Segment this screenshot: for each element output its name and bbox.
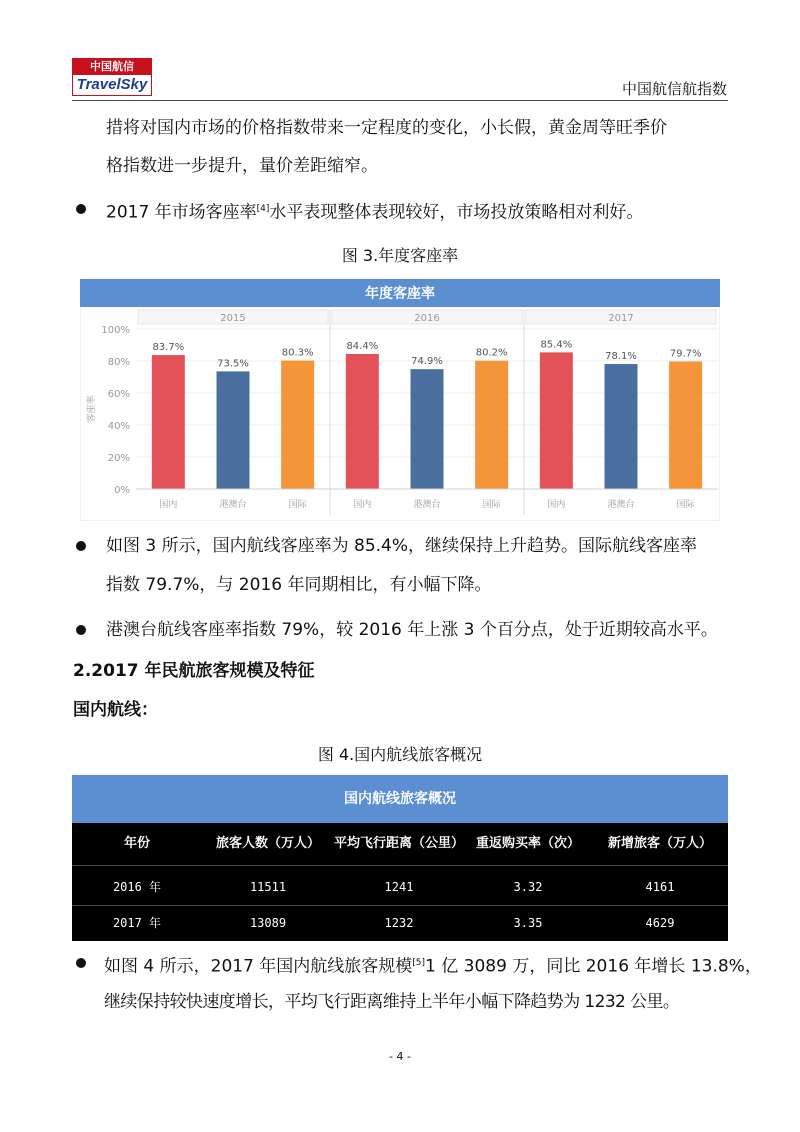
table-cell: 3.32 bbox=[513, 880, 543, 894]
chart-year-label: 2017 bbox=[608, 313, 634, 324]
chart-bar bbox=[411, 369, 444, 489]
chart-x-tick-label: 国内 bbox=[159, 500, 178, 510]
paragraph-5-line-2: 继续保持较快速度增长，平均飞行距离维持上半年小幅下降趋势为 1232 公里。 bbox=[104, 992, 680, 1012]
paragraph-2-pre: 2017 年市场客座率 bbox=[106, 202, 257, 223]
chart-y-tick-label: 20% bbox=[107, 453, 130, 464]
travelsky-logo bbox=[72, 58, 152, 96]
chart-y-tick-label: 100% bbox=[101, 325, 130, 336]
paragraph-5-line-1 bbox=[104, 952, 762, 978]
bullet-icon bbox=[76, 625, 86, 635]
chart-x-tick-label: 港澳台 bbox=[219, 500, 247, 510]
figure-4-caption: 图 4.国内航线旅客概况 bbox=[317, 745, 483, 764]
table-header-cell: 旅客人数（万人） bbox=[215, 836, 320, 851]
logo-cn-text: 中国航信 bbox=[73, 59, 151, 75]
chart-y-tick-label: 0% bbox=[114, 485, 130, 496]
chart-data-label: 78.1% bbox=[605, 351, 637, 363]
header-divider bbox=[72, 100, 728, 101]
table-header-cell: 年份 bbox=[123, 836, 150, 851]
table-header-cell: 新增旅客（万人） bbox=[607, 836, 712, 851]
footnote-ref-4[interactable]: [4] bbox=[256, 204, 270, 214]
chart-x-tick-label: 国内 bbox=[547, 500, 566, 510]
table-divider bbox=[72, 865, 728, 866]
page-number: - 4 - bbox=[389, 1050, 411, 1063]
paragraph-2 bbox=[106, 198, 643, 224]
table-cell: 4161 bbox=[645, 880, 675, 894]
table-cell: 2016 年 bbox=[112, 880, 162, 894]
table-cell: 1241 bbox=[384, 880, 414, 894]
chart-data-label: 73.5% bbox=[217, 358, 249, 370]
table-header-cell: 重返购买率（次） bbox=[475, 836, 580, 851]
table-cell: 4629 bbox=[645, 916, 675, 930]
chart-data-label: 85.4% bbox=[540, 339, 573, 351]
paragraph-4: 港澳台航线客座率指数 79%，较 2016 年上涨 3 个百分点，处于近期较高水平。 bbox=[106, 620, 718, 640]
chart-bar bbox=[540, 352, 573, 489]
paragraph-1-line-2: 格指数进一步提升，量价差距缩窄。 bbox=[106, 156, 378, 176]
sub-title: 国内航线： bbox=[73, 700, 158, 720]
paragraph-3-line-2: 指数 79.7%，与 2016 年同期相比，有小幅下降。 bbox=[106, 575, 492, 595]
chart-bar bbox=[346, 354, 379, 489]
header-title: 中国航信航指数 bbox=[621, 80, 727, 98]
chart-y-axis-label: 客座率 bbox=[87, 395, 97, 423]
chart-x-tick-label: 国际 bbox=[288, 500, 307, 510]
chart-bar bbox=[605, 364, 638, 489]
chart-bar bbox=[281, 361, 314, 489]
section-title: 2.2017 年民航旅客规模及特征 bbox=[73, 661, 315, 681]
bullet-icon bbox=[76, 541, 86, 551]
chart-data-label: 79.7% bbox=[669, 348, 702, 360]
chart-y-tick-label: 60% bbox=[107, 389, 130, 400]
footnote-ref-5[interactable]: [5] bbox=[412, 958, 426, 968]
table-header-cell: 平均飞行距离（公里） bbox=[334, 836, 465, 851]
bullet-icon bbox=[76, 958, 86, 968]
table-row bbox=[72, 905, 728, 941]
paragraph-5-pre: 如图 4 所示，2017 年国内航线旅客规模 bbox=[104, 956, 413, 977]
table-cell: 11511 bbox=[249, 880, 287, 894]
table-header-row bbox=[72, 823, 728, 865]
load-factor-chart bbox=[80, 279, 720, 521]
chart-data-label: 84.4% bbox=[346, 340, 379, 352]
chart-x-tick-label: 国内 bbox=[353, 500, 372, 510]
passenger-table bbox=[72, 775, 728, 941]
chart-bar bbox=[669, 361, 702, 489]
paragraph-3-line-1: 如图 3 所示，国内航线客座率为 85.4%，继续保持上升趋势。国际航线客座率 bbox=[106, 536, 698, 556]
table-row bbox=[72, 869, 728, 905]
chart-year-label: 2016 bbox=[414, 313, 440, 324]
chart-x-tick-label: 港澳台 bbox=[413, 500, 441, 510]
paragraph-5-post: 1 亿 3089 万，同比 2016 年增长 13.8%， bbox=[425, 956, 762, 977]
paragraph-1-line-1: 措将对国内市场的价格指数带来一定程度的变化，小长假，黄金周等旺季价 bbox=[106, 118, 667, 138]
chart-data-label: 80.3% bbox=[281, 347, 314, 359]
table-cell: 1232 bbox=[384, 916, 414, 930]
chart-data-label: 80.2% bbox=[475, 347, 508, 359]
table-cell: 13089 bbox=[249, 916, 287, 930]
chart-x-tick-label: 港澳台 bbox=[607, 500, 635, 510]
chart-data-label: 74.9% bbox=[411, 356, 443, 368]
chart-y-tick-label: 40% bbox=[107, 421, 130, 432]
table-cell: 2017 年 bbox=[112, 916, 162, 930]
chart-bar bbox=[152, 355, 185, 489]
chart-bar bbox=[475, 361, 508, 489]
logo-en-text: TravelSky bbox=[76, 76, 148, 93]
paragraph-2-post: 水平表现整体表现较好，市场投放策略相对利好。 bbox=[269, 202, 644, 223]
chart-x-tick-label: 国际 bbox=[482, 500, 501, 510]
chart-data-label: 83.7% bbox=[152, 342, 185, 354]
chart-year-label: 2015 bbox=[220, 313, 246, 324]
chart-x-tick-label: 国际 bbox=[676, 500, 695, 510]
table-title: 国内航线旅客概况 bbox=[72, 775, 728, 823]
chart-y-tick-label: 80% bbox=[107, 357, 130, 368]
figure-3-caption: 图 3.年度客座率 bbox=[341, 246, 459, 265]
chart-bar bbox=[217, 371, 250, 489]
table-cell: 3.35 bbox=[513, 916, 543, 930]
chart-title: 年度客座率 bbox=[365, 286, 435, 302]
bullet-icon bbox=[76, 204, 86, 214]
